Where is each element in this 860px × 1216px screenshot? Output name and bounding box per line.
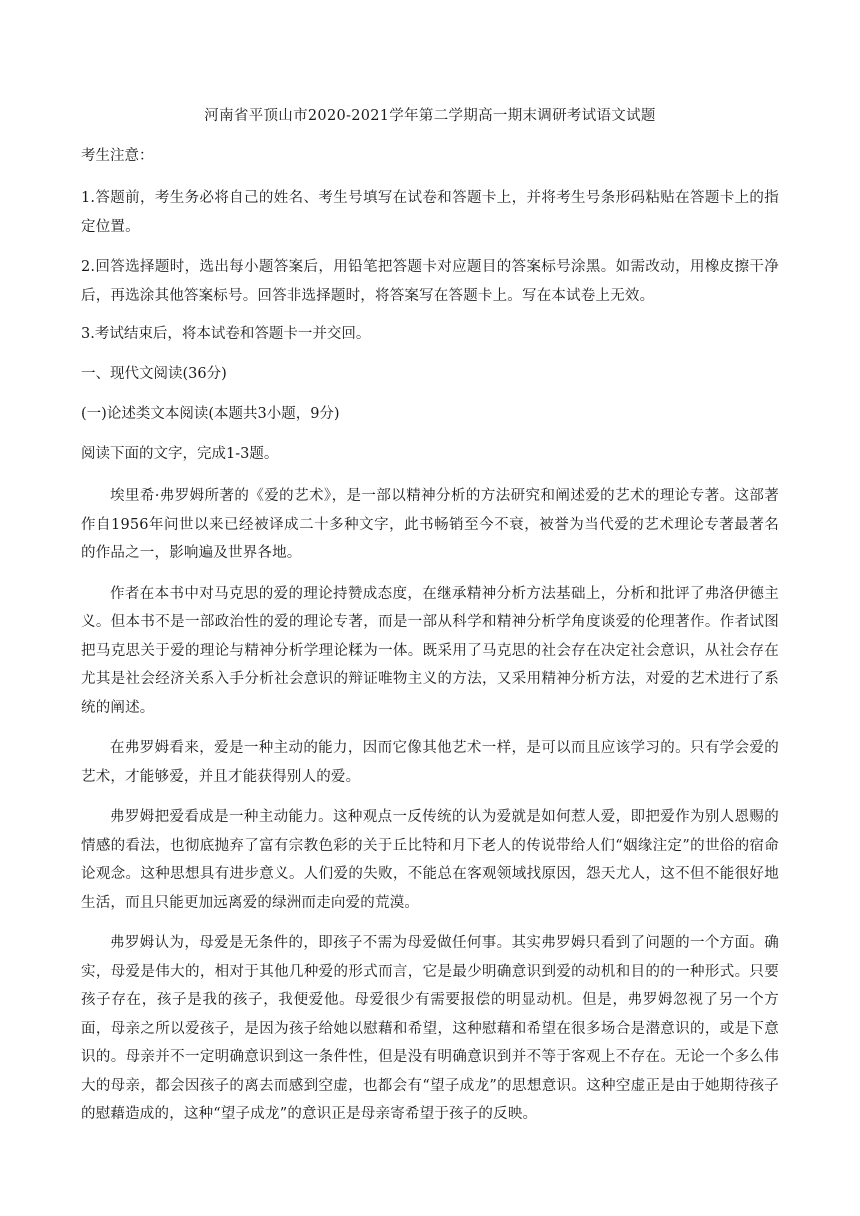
instruction-1: 1.答题前，考生务必将自己的姓名、考生号填写在试卷和答题卡上，并将考生号条形码粘贴在答题卡上的指定位置。 (81, 190, 779, 235)
subsection-heading: (一)论述类文本阅读(本题共3小题，9分) (81, 406, 340, 422)
paragraph-4: 弗罗姆把爱看成是一种主动能力。这种观点一反传统的认为爱就是如何惹人爱，即把爱作为别人恩赐的情感的看法，也彻底抛弃了富有宗教色彩的关于丘比特和月下老人的传说带给人们“姻缘注定”的世俗的宿命论观念。这种思想具有进步意义。人们爱的失败，不能总在客观领域找原因，怨天尤人，这不但不能很好地生活，而且只能更加远离爱的绿洲而走向爱的荒漠。 (81, 809, 779, 911)
instruction-2: 2.回答选择题时，选出每小题答案后，用铅笔把答题卡对应题目的答案标号涂黑。如需改动，用橡皮擦干净后，再选涂其他答案标号。回答非选择题时，将答案写在答题卡上。写在本试卷上无效。 (81, 259, 779, 304)
document-page (81, 104, 779, 1141)
instruction-3: 3.考试结束后，将本试卷和答题卡一并交回。 (81, 326, 371, 342)
document-title: 河南省平顶山市2020-2021学年第二学期高一期末调研考试语文试题 (204, 108, 656, 124)
paragraph-3: 在弗罗姆看来，爱是一种主动的能力，因而它像其他艺术一样，是可以而且应该学习的。只有学会爱的艺术，才能够爱，并且才能获得别人的爱。 (81, 740, 779, 785)
paragraph-1: 埃里希·弗罗姆所著的《爱的艺术》，是一部以精神分析的方法研究和阐述爱的艺术的理论专著。这部著作自1956年问世以来已经被译成二十多种文字，此书畅销至今不衰，被誉为当代爱的艺术理论专著最著名的作品之一，影响遍及世界各地。 (81, 488, 779, 561)
paragraph-5: 弗罗姆认为，母爱是无条件的，即孩子不需为母爱做任何事。其实弗罗姆只看到了问题的一个方面。确实，母爱是伟大的，相对于其他几种爱的形式而言，它是最少明确意识到爱的动机和目的的一种形式。只要孩子存在，孩子是我的孩子，我便爱他。母爱很少有需要报偿的明显动机。但是，弗罗姆忽视了另一个方面，母亲之所以爱孩子，是因为孩子给她以慰藉和希望，这种慰藉和希望在很多场合是潜意识的，或是下意识的。母亲并不一定明确意识到这一条件性，但是没有明确意识到并不等于客观上不存在。无论一个多么伟大的母亲，都会因孩子的离去而感到空虚，也都会有“望子成龙”的思想意识。这种空虚正是由于她期待孩子的慰藉造成的，这种“望子成龙”的意识正是母亲寄希望于孩子的反映。 (81, 935, 779, 1122)
section-heading: 一、现代文阅读(36分) (81, 366, 227, 382)
paragraph-2: 作者在本书中对马克思的爱的理论持赞成态度，在继承精神分析方法基础上，分析和批评了弗洛伊德主义。但本书不是一部政治性的爱的理论专著，而是一部从科学和精神分析学角度谈爱的伦理著作。作者试图把马克思关于爱的理论与精神分析学理论糅为一体。既采用了马克思的社会存在决定社会意识，从社会存在尤其是社会经济关系入手分析社会意识的辩证唯物主义的方法，又采用精神分析方法，对爱的艺术进行了系统的阐述。 (81, 585, 779, 716)
notice-heading: 考生注意： (81, 148, 154, 164)
reading-prompt: 阅读下面的文字，完成1-3题。 (81, 446, 279, 462)
